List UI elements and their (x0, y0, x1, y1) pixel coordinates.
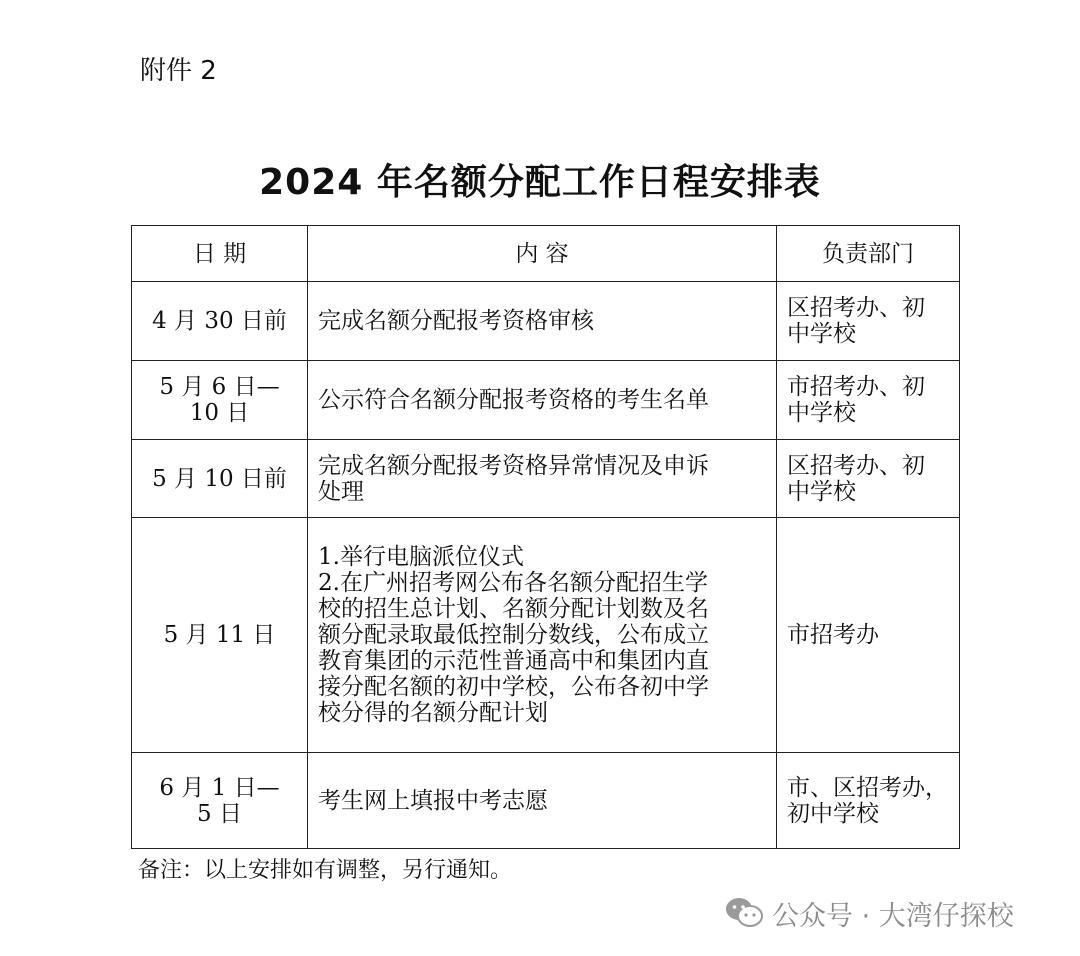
watermark-text: 公众号 · 大湾仔探校 (772, 900, 1014, 932)
dept-line: 市招考办 (787, 622, 879, 648)
date-line: 4 月 30 日前 (152, 308, 287, 334)
schedule-table (131, 225, 960, 849)
table-row (132, 440, 960, 518)
date-line: 10 日 (189, 400, 250, 426)
date-cell (132, 753, 308, 849)
date-cell (132, 518, 308, 753)
content-line: 2.在广州招考网公布各名额分配招生学 (318, 570, 708, 596)
dept-line: 中学校 (787, 321, 856, 347)
dept-line: 中学校 (787, 478, 856, 505)
date-cell (132, 440, 308, 518)
table-row (132, 518, 960, 753)
content-cell (308, 753, 777, 849)
content-line: 校分得的名额分配计划 (318, 700, 548, 726)
date-line: 5 月 6 日— (159, 374, 280, 400)
content-line: 教育集团的示范性普通高中和集团内直 (318, 648, 709, 674)
header-dept: 负责部门 (777, 226, 960, 282)
content-line: 接分配名额的初中学校，公布各初中学 (318, 674, 709, 700)
date-line: 5 日 (197, 800, 242, 827)
date-line: 6 月 1 日— (159, 774, 280, 801)
dept-line: 中学校 (787, 400, 856, 426)
dept-cell (777, 361, 960, 440)
header-content: 内 容 (308, 226, 777, 282)
date-cell (132, 361, 308, 440)
dept-line: 市、区招考办， (787, 774, 948, 801)
dept-cell (777, 753, 960, 849)
content-line: 考生网上填报中考志愿 (318, 787, 548, 814)
dept-line: 市招考办、初 (787, 374, 925, 400)
watermark (724, 893, 1014, 933)
dept-cell (777, 518, 960, 753)
content-line: 校的招生总计划、名额分配计划数及名 (318, 596, 709, 622)
attachment-label: 附件 2 (140, 56, 217, 86)
content-line: 公示符合名额分配报考资格的考生名单 (318, 387, 709, 413)
content-line: 1.举行电脑派位仪式 (318, 544, 524, 570)
date-cell (132, 282, 308, 361)
page-title: 2024 年名额分配工作日程安排表 (259, 162, 821, 203)
content-line: 完成名额分配报考资格审核 (318, 308, 594, 334)
dept-cell (777, 440, 960, 518)
header-date: 日 期 (132, 226, 308, 282)
date-line: 5 月 11 日 (163, 622, 276, 648)
content-cell (308, 518, 777, 753)
content-line: 完成名额分配报考资格异常情况及申诉 (318, 452, 709, 479)
content-cell (308, 440, 777, 518)
content-line: 额分配录取最低控制分数线，公布成立 (318, 622, 709, 648)
table-row (132, 753, 960, 849)
dept-line: 初中学校 (787, 800, 879, 827)
content-cell (308, 282, 777, 361)
content-line: 处理 (318, 478, 364, 505)
wechat-icon (724, 896, 764, 930)
table-row (132, 361, 960, 440)
dept-cell (777, 282, 960, 361)
dept-line: 区招考办、初 (787, 295, 925, 321)
content-cell (308, 361, 777, 440)
footnote: 备注：以上安排如有调整，另行通知。 (138, 858, 513, 883)
table-row (132, 282, 960, 361)
dept-line: 区招考办、初 (787, 452, 925, 479)
table-header-row (132, 226, 960, 282)
date-line: 5 月 10 日前 (152, 465, 287, 492)
